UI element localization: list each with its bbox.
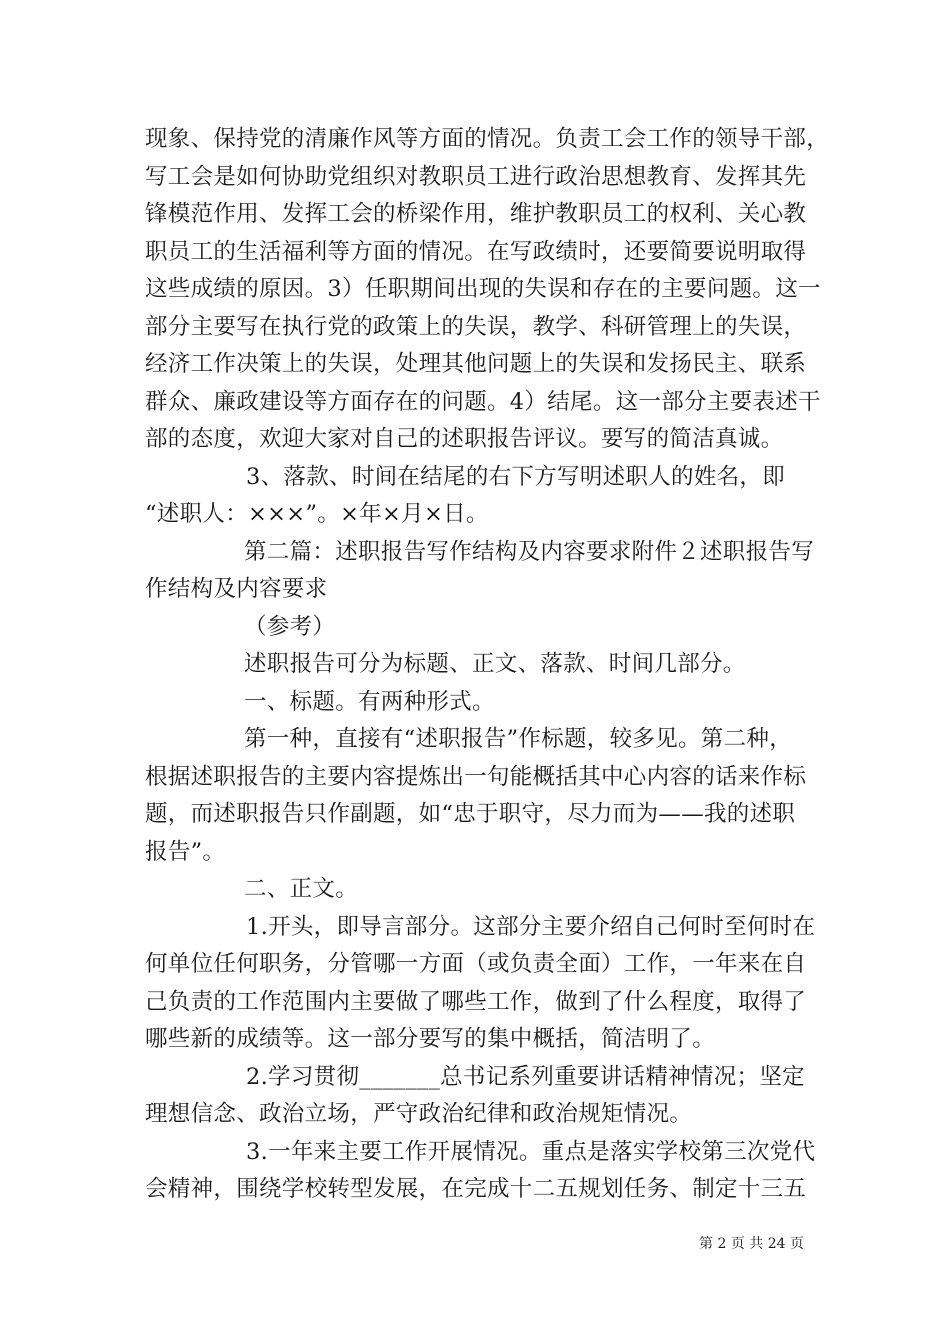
- text-line: 3.一年来主要工作开展情况。重点是落实学校第三次党代: [246, 1139, 816, 1165]
- text-line: 何单位任何职务，分管哪一方面（或负责全面）工作，一年来在自: [145, 951, 807, 977]
- text-line: 3、落款、时间在结尾的右下方写明述职人的姓名，即: [246, 464, 786, 490]
- text-line: 1.开头，即导言部分。这部分主要介绍自己何时至何时在: [246, 914, 816, 940]
- text-line: 职员工的生活福利等方面的情况。在写政绩时，还要简要说明取得: [145, 239, 807, 265]
- text-line: 写工会是如何协助党组织对教职员工进行政治思想教育、发挥其先: [145, 164, 807, 190]
- text-line: 哪些新的成绩等。这一部分要写的集中概括，简洁明了。: [145, 1026, 716, 1052]
- text-line: 锋模范作用、发挥工会的桥梁作用，维护教职员工的权利、关心教: [145, 201, 807, 227]
- text-line: “述职人：×××”。×年×月×日。: [145, 501, 489, 527]
- text-line: 根据述职报告的主要内容提炼出一句能概括其中心内容的话来作标: [145, 764, 807, 790]
- text-line: 2.学习贯彻_______总书记系列重要讲话精神情况；坚定: [246, 1064, 805, 1090]
- section-heading: 作结构及内容要求: [145, 576, 328, 602]
- text-line: 经济工作决策上的失误，处理其他问题上的失误和发扬民主、联系: [145, 351, 807, 377]
- text-line: 二、正文。: [244, 876, 359, 902]
- text-line: 题，而述职报告只作副题，如“忠于职守，尽力而为——我的述职: [145, 801, 796, 827]
- text-line: 第一种，直接有“述职报告”作标题，较多见。第二种，: [244, 726, 793, 752]
- text-line: 己负责的工作范围内主要做了哪些工作，做到了什么程度，取得了: [145, 989, 807, 1015]
- text-line: （参考）: [244, 614, 336, 640]
- text-line: 述职报告可分为标题、正文、落款、时间几部分。: [244, 651, 746, 677]
- text-line: 报告”。: [145, 839, 226, 865]
- section-heading: 第二篇：述职报告写作结构及内容要求附件２述职报告写: [244, 539, 815, 565]
- text-line: 群众、廉政建设等方面存在的问题。4）结尾。这一部分主要表述干: [145, 389, 821, 415]
- text-line: 部的态度，欢迎大家对自己的述职报告评议。要写的简洁真诚。: [145, 426, 784, 452]
- text-line: 这些成绩的原因。3）任职期间出现的失误和存在的主要问题。这一: [145, 276, 821, 302]
- text-line: 理想信念、政治立场，严守政治纪律和政治规矩情况。: [145, 1101, 693, 1127]
- text-line: 会精神，围绕学校转型发展，在完成十二五规划任务、制定十三五: [145, 1176, 807, 1202]
- text-line: 部分主要写在执行党的政策上的失误，教学、科研管理上的失误，: [145, 314, 807, 340]
- text-line: 一、标题。有两种形式。: [244, 689, 495, 715]
- page-number: 第 2 页 共 24 页: [699, 1236, 804, 1252]
- text-line: 现象、保持党的清廉作风等方面的情况。负责工会工作的领导干部，: [145, 126, 830, 152]
